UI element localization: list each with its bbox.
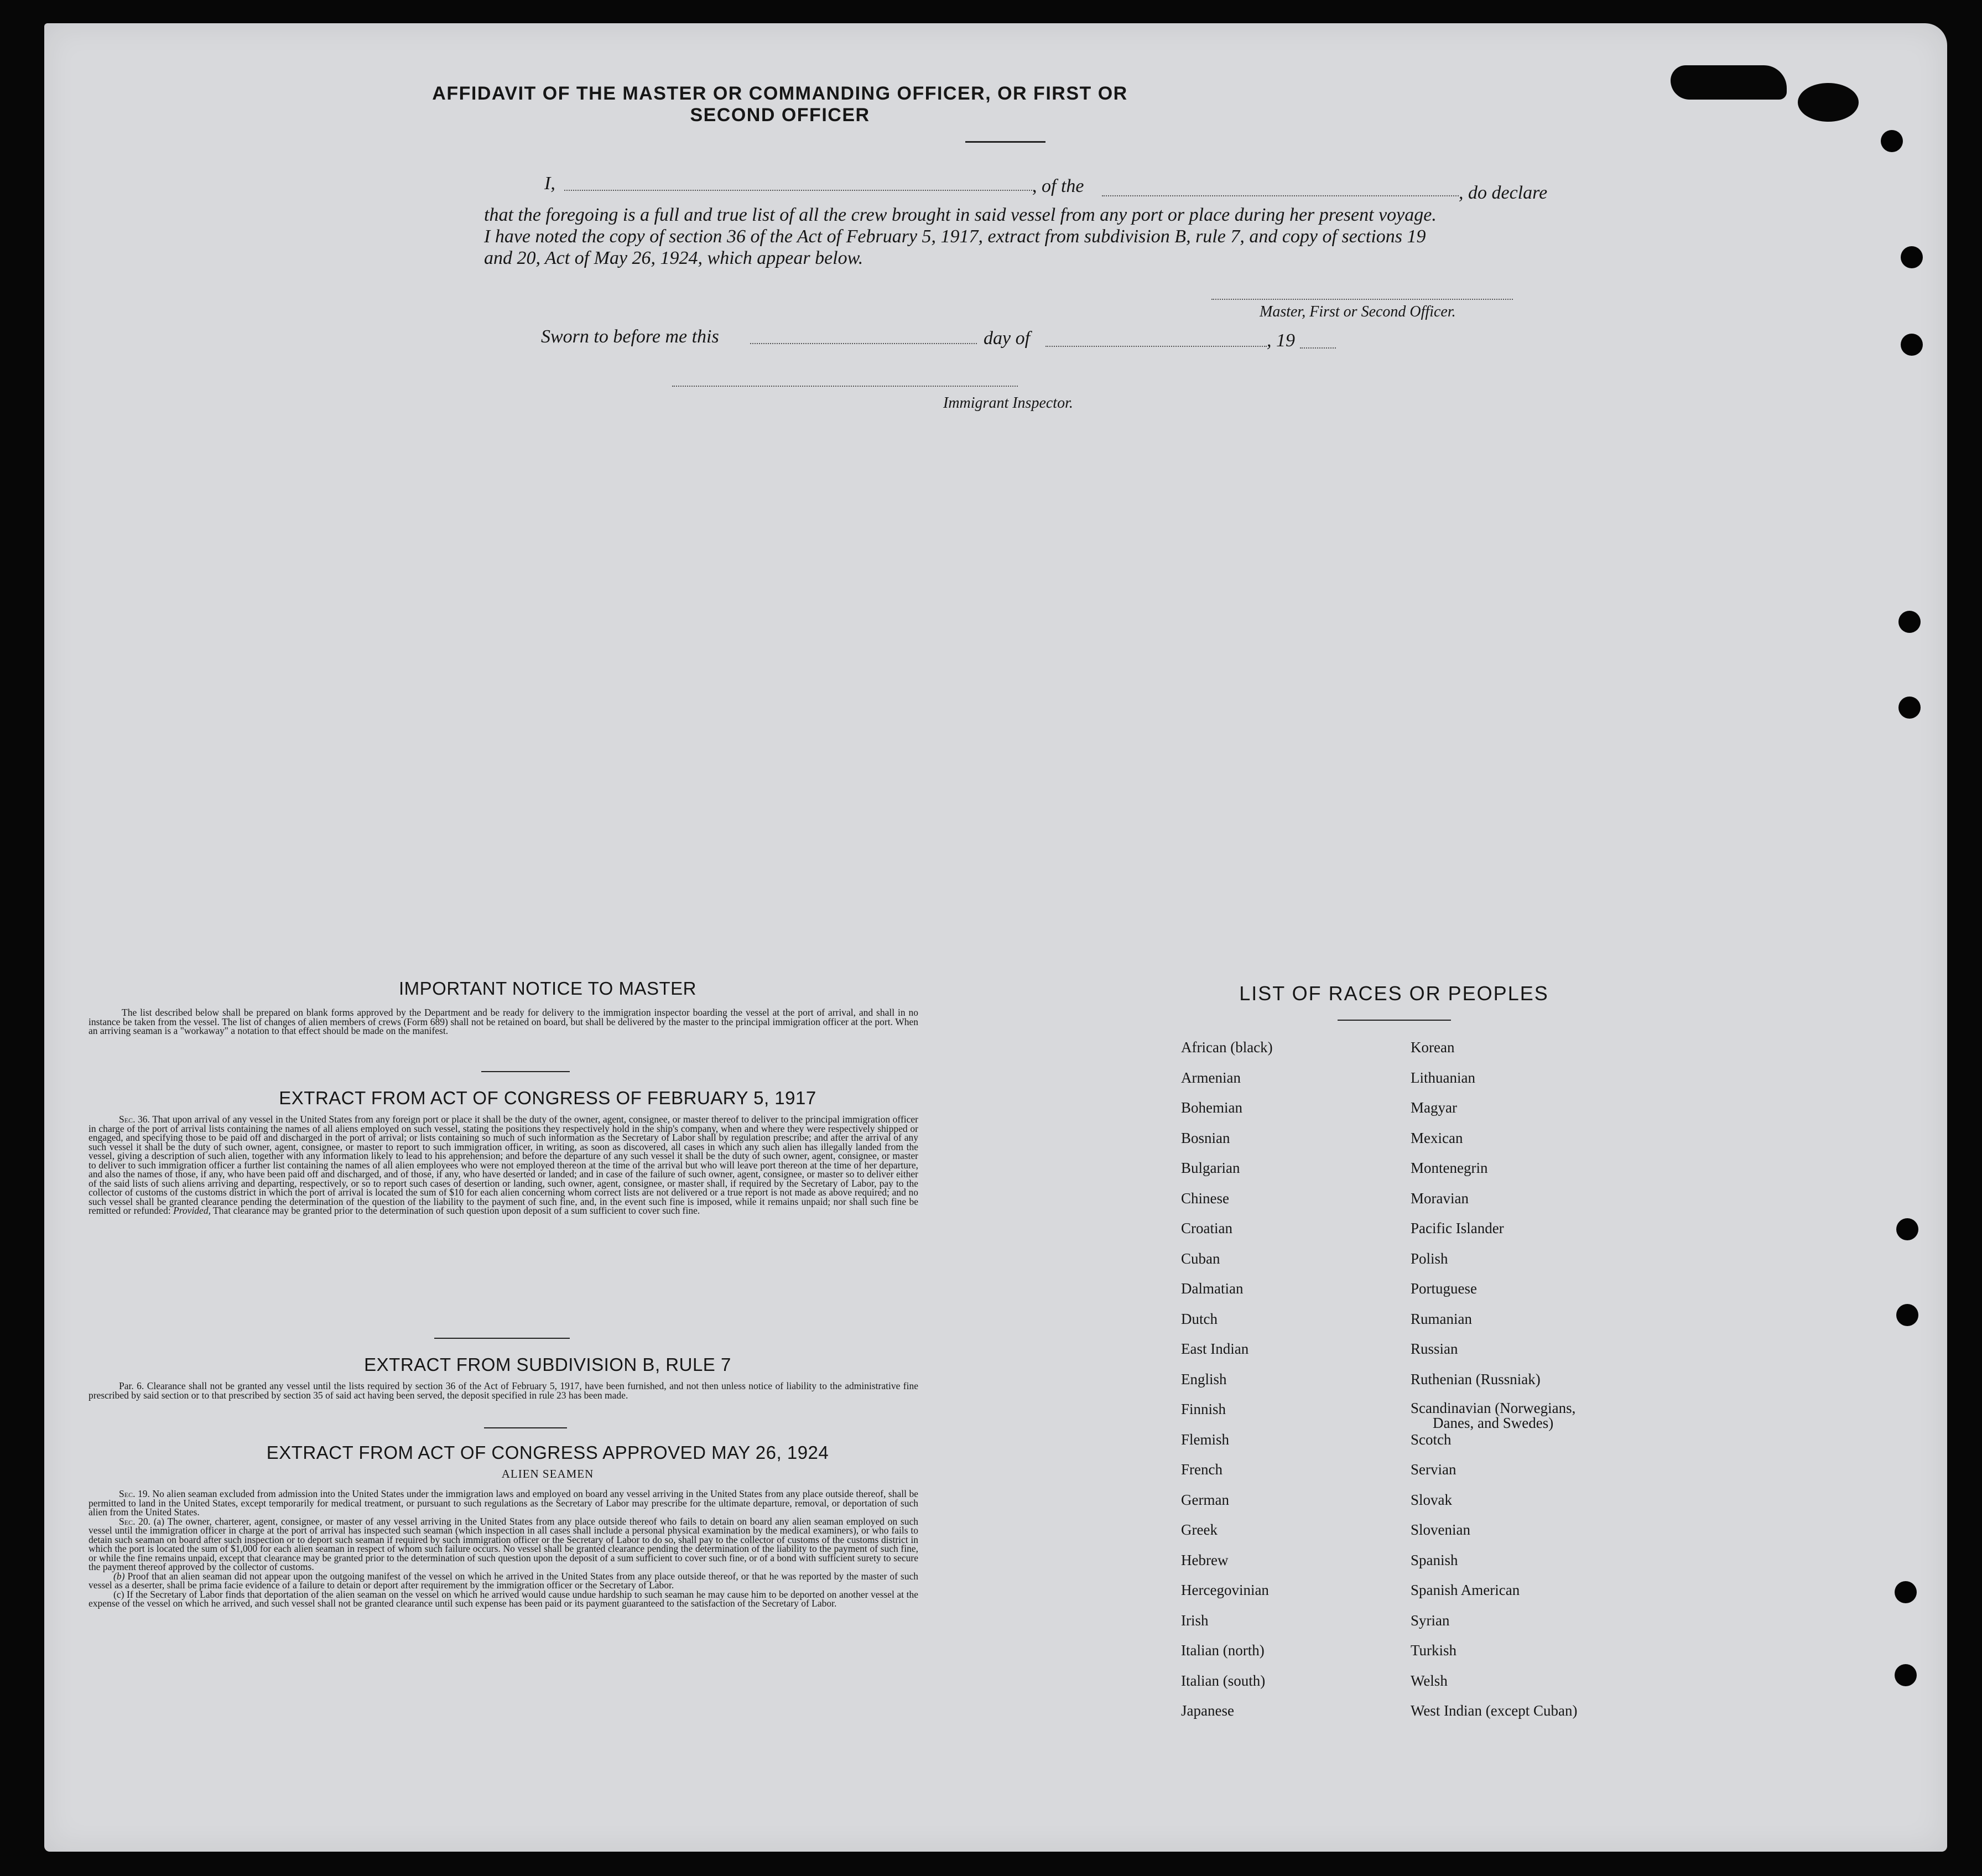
extract-rule7-title: EXTRACT FROM SUBDIVISION B, RULE 7	[364, 1354, 731, 1375]
races-title: LIST OF RACES OR PEOPLES	[1239, 982, 1549, 1005]
race-item: Hercegovinian	[1181, 1582, 1269, 1598]
sec-36-end: That clearance may be granted prior to the determination of such question upon deposit of a sum sufficient to cover such fine.	[213, 1205, 700, 1216]
binder-hole	[1898, 697, 1921, 719]
sec-20c-label: (c)	[113, 1588, 124, 1600]
master-signature-label: Master, First or Second Officer.	[1260, 303, 1456, 320]
sec-19	[89, 1489, 918, 1517]
race-item: Flemish	[1181, 1431, 1230, 1448]
sec-36-text: 36. That upon arrival of any vessel in the United States from any foreign port or place it shall be the duty of the owner, agent, consignee, or master thereof to deliver to the principal immigration officer in charge of the port of arrival lists containing the names of all aliens employed on such vessel, stating the positions they respectively hold in the ship's company, when and where they were respectively shipped or engaged, and specifying those to be paid off and discharged in the port of arrival; or lists containing so much of such information as the Secretary of Labor shall by regulation prescribe; and after the arrival of any such vessel it shall be the duty of such owner, agent, consignee, or master to report to such immigration officer, in writing, as soon as discovered, all cases in which any such alien has illegally landed from the vessel, giving a description of such alien, together with any information likely to lead to his apprehension; and before the departure of any such vessel it shall be the duty of such owner, agent, consignee, or master to deliver to such immigration officer a further list containing the names of all alien employees who were not employed thereon at the time of the arrival but who will leave port thereon at the time of her departure, and also the names of those, if any, who have been paid off and discharged, and of those, if any, who have deserted or landed; and in case of the failure of such owner, agent, consignee, or master so to deliver either of the said lists of such aliens arriving and departing, respectively, or so to report such cases of desertion or landing, such owner, agent, consignee, or master shall, if required by the Secretary of Labor, pay to the collector of customs of the customs district in which the port of arrival is located the sum of $10 for each alien concerning whom correct lists are not delivered or a true report is not made as above required; and no such vessel shall be granted clearance pending the determination of the question of the liability to the payment of such fine, and, in the event such fine is imposed, while it remains unpaid; nor shall such fine be remitted or refunded:	[89, 1114, 918, 1216]
race-item: Portuguese	[1411, 1280, 1477, 1297]
affidavit-line-2: that the foregoing is a full and true list of all the crew brought in said vessel from any port or place during her present voyage.	[484, 205, 1437, 225]
race-item: Bohemian	[1181, 1099, 1242, 1116]
race-item: Greek	[1181, 1521, 1218, 1538]
title-underline	[965, 141, 1045, 143]
sec-20b-label: (b)	[113, 1570, 125, 1582]
race-item: African (black)	[1181, 1039, 1273, 1056]
section-divider	[434, 1338, 570, 1339]
scorch-mark	[1671, 65, 1787, 100]
race-item: Hebrew	[1181, 1551, 1229, 1568]
affidavit-title: AFFIDAVIT OF THE MASTER OR COMMANDING OFFICER, OR FIRST OR SECOND OFFICER	[432, 83, 1128, 126]
sworn-day-field[interactable]	[750, 343, 977, 344]
sec-20c-text: If the Secretary of Labor finds that deportation of the alien seaman on the vessel on which he arrived would cause undue hardship to such seaman he may cause him to be deported on another vessel at the expense of the vessel on which he arrived, and such vessel shall not be granted clearance until such expense has been paid or its payment guaranteed to the satisfaction of the Secretary of Labor.	[89, 1588, 919, 1609]
notice-text: The list described below shall be prepared on blank forms approved by the Department and be ready for delivery to the immigration inspector boarding the vessel at the port of arrival, and shall in no instance be taken from the vessel. The list of changes of alien members of crews (Form 689) shall not be retained on board, but shall be delivered by the master to the principal immigration officer at the port. When an arriving seaman is a "workaway" a notation to that effect should be made on the manifest.	[89, 1007, 918, 1036]
name-field[interactable]	[564, 190, 1034, 191]
extract-1924-body	[89, 1489, 918, 1608]
race-item: East Indian	[1181, 1340, 1249, 1357]
binder-hole	[1895, 1664, 1917, 1686]
race-item: Welsh	[1411, 1672, 1448, 1689]
sec-label: Sec.	[119, 1515, 136, 1527]
race-item: Bosnian	[1181, 1129, 1230, 1146]
race-item: English	[1181, 1370, 1227, 1387]
race-item: Mexican	[1411, 1129, 1463, 1146]
inspector-signature-line[interactable]	[672, 386, 1018, 387]
section-divider	[481, 1071, 570, 1072]
notice-title: IMPORTANT NOTICE TO MASTER	[398, 978, 696, 999]
race-item: Italian (south)	[1181, 1672, 1266, 1689]
race-item: Slovenian	[1411, 1521, 1470, 1538]
race-item: Rumanian	[1411, 1310, 1472, 1327]
race-item-multiline	[1411, 1401, 1698, 1431]
affidavit-i-label: I,	[544, 173, 555, 194]
race-item: Italian (north)	[1181, 1642, 1265, 1659]
binder-hole	[1896, 1218, 1918, 1240]
section-divider	[484, 1427, 567, 1428]
sec-20c	[89, 1590, 918, 1608]
binder-hole	[1901, 334, 1923, 356]
race-item: Dutch	[1181, 1310, 1218, 1327]
sec-20b-text: Proof that an alien seaman did not appear upon the outgoing manifest of the vessel on which he arrived in the United States from any place outside thereof, or that he was reported by the master of such vessel as a deserter, shall be prima facie evidence of a failure to detain or deport after requirement by the immigration officer or the Secretary of Labor.	[89, 1570, 918, 1591]
alien-seamen-subtitle: ALIEN SEAMEN	[501, 1467, 594, 1480]
race-item: Chinese	[1181, 1189, 1229, 1207]
sec-label: Sec.	[119, 1488, 136, 1499]
binder-hole	[1898, 611, 1921, 633]
race-item: Cuban	[1181, 1250, 1220, 1267]
race-item-continuation: Danes, and Swedes)	[1433, 1415, 1554, 1431]
race-item: Ruthenian (Russniak)	[1411, 1370, 1541, 1387]
sec-20a	[89, 1517, 918, 1572]
master-signature-line[interactable]	[1211, 299, 1513, 300]
races-right-column	[1411, 1039, 1698, 1733]
race-item: Dalmatian	[1181, 1280, 1244, 1297]
race-item: Moravian	[1411, 1189, 1469, 1207]
race-item: Bulgarian	[1181, 1160, 1240, 1176]
provided-word: Provided,	[173, 1205, 211, 1216]
sec-label: Sec.	[119, 1114, 136, 1125]
binder-hole	[1896, 1304, 1918, 1326]
notice-body	[89, 1008, 918, 1036]
extract-1917-title: EXTRACT FROM ACT OF CONGRESS OF FEBRUARY 5, 1917	[279, 1088, 816, 1108]
affidavit-line-3: I have noted the copy of section 36 of the Act of February 5, 1917, extract from subdivision B, rule 7, and copy of sections 19	[484, 226, 1426, 247]
sec-20a-text: 20. (a) The owner, charterer, agent, consignee, or master of any vessel arriving in the United States from any place outside thereof who fails to detain on board any alien seaman employed on such vessel until the immigration officer in charge at the port of arrival has inspected such seaman (which inspection in all cases shall include a personal physical examination by the medical examiners), or who fails to detain such seaman on board after such inspection or to deport such seaman if required by such immigration officer or the Secretary of Labor to do so, shall pay to the collector of customs of the customs district in which the port is located the sum of $1,000 for each alien seaman in respect of whom such failure occurs. No vessel shall be granted clearance pending the determination of the liability to the payment of such fine, or while the fine remains unpaid, except that clearance may be granted prior to the determination of such question upon the deposit of a sum sufficient to cover such fine, or of a bond with sufficient surety to secure the payment thereof approved by the collector of customs.	[89, 1515, 918, 1572]
extract-1917-body	[89, 1115, 918, 1215]
race-item: Scotch	[1411, 1431, 1452, 1448]
race-item: Turkish	[1411, 1642, 1457, 1659]
race-item: Lithuanian	[1411, 1069, 1475, 1086]
race-item: Pacific Islander	[1411, 1220, 1504, 1236]
vessel-field[interactable]	[1102, 195, 1459, 196]
sworn-label: Sworn to before me this	[541, 326, 719, 347]
affidavit-of-the-label: , of the	[1032, 176, 1084, 196]
sworn-year-label: , 19	[1267, 330, 1295, 351]
race-item: Japanese	[1181, 1702, 1234, 1719]
sworn-year-field[interactable]	[1300, 347, 1336, 349]
sec-19-text: 19. No alien seaman excluded from admission into the United States under the immigration laws and employed on board any vessel arriving in the United States from any place outside thereof, shall be permitted to land in the United States, except temporarily for medical treatment, or pursuant to such regulations as the Secretary of Labor may prescribe for the ultimate departure, removal, or deportation of such alien from the United States.	[89, 1488, 919, 1518]
race-item: Russian	[1411, 1340, 1458, 1357]
sec-20b	[89, 1572, 918, 1590]
scorch-mark	[1798, 83, 1859, 122]
race-item: Montenegrin	[1411, 1160, 1488, 1176]
race-item: Slovak	[1411, 1491, 1453, 1508]
sworn-month-field[interactable]	[1045, 346, 1267, 347]
race-item: Spanish American	[1411, 1582, 1520, 1598]
race-item: Polish	[1411, 1250, 1448, 1267]
races-title-underline	[1338, 1020, 1451, 1021]
race-item: Magyar	[1411, 1099, 1457, 1116]
race-item: Syrian	[1411, 1612, 1450, 1629]
affidavit-declare-label: , do declare	[1459, 183, 1548, 203]
race-item: Servian	[1411, 1461, 1456, 1478]
binder-hole	[1901, 246, 1923, 268]
race-item: German	[1181, 1491, 1229, 1508]
race-item: Scandinavian (Norwegians,	[1411, 1400, 1576, 1416]
inspector-label: Immigrant Inspector.	[943, 394, 1073, 412]
extract-rule7-body	[89, 1381, 918, 1400]
race-item: Korean	[1411, 1039, 1455, 1056]
race-item: French	[1181, 1461, 1223, 1478]
race-item: Croatian	[1181, 1220, 1232, 1236]
par-6-text: Par. 6. Clearance shall not be granted any vessel until the lists required by section 36 of the Act of February 5, 1917, have been furnished, and not then unless notice of liability to the administrative fine prescribed by said section or to that prescribed by section 35 of said act having been served, the deposit specified in rule 23 has been made.	[89, 1380, 918, 1401]
affidavit-line-4: and 20, Act of May 26, 1924, which appear below.	[484, 248, 863, 268]
race-item: West Indian (except Cuban)	[1411, 1702, 1578, 1719]
binder-hole	[1881, 130, 1903, 152]
race-item: Finnish	[1181, 1401, 1226, 1417]
race-item: Spanish	[1411, 1551, 1458, 1568]
extract-1924-title: EXTRACT FROM ACT OF CONGRESS APPROVED MAY 26, 1924	[266, 1442, 829, 1463]
binder-hole	[1895, 1581, 1917, 1603]
race-item: Armenian	[1181, 1069, 1241, 1086]
race-item: Irish	[1181, 1612, 1209, 1629]
sworn-day-of-label: day of	[984, 328, 1031, 349]
